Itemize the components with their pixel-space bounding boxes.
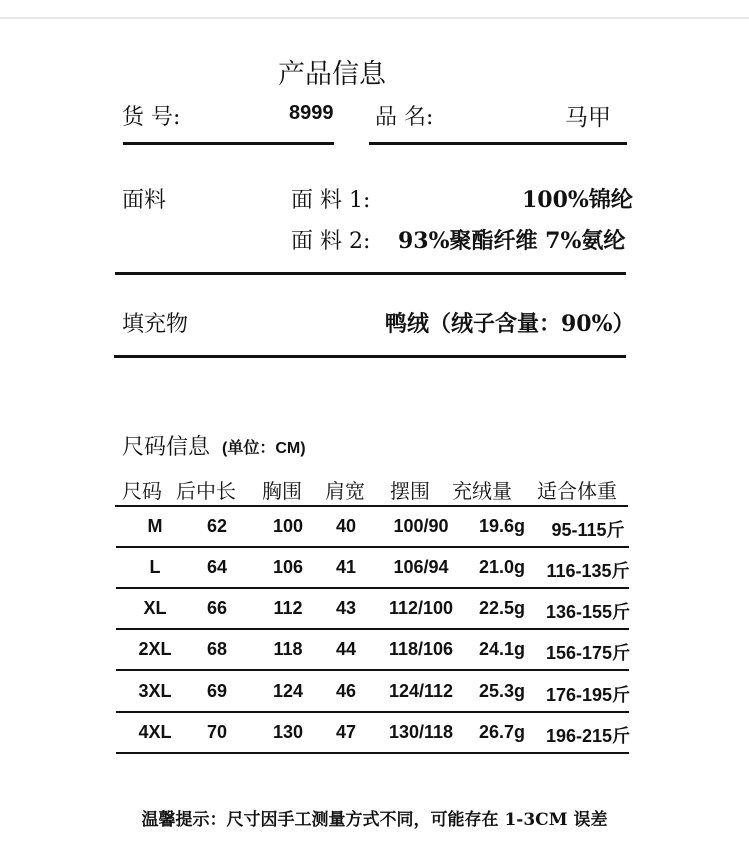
- fabric-1-label: 面 料 1:: [291, 188, 371, 213]
- row-divider: [116, 752, 629, 754]
- cell-chest: 118: [273, 639, 303, 659]
- header-divider: [115, 505, 628, 507]
- cell-shoulder: 44: [335, 639, 357, 659]
- row-divider: [116, 669, 629, 671]
- cell-chest: 130: [272, 722, 304, 742]
- cell-shoulder: 47: [335, 722, 357, 742]
- table-row: [0, 633, 749, 674]
- filling-divider: [114, 355, 626, 358]
- cell-body-weight: 176-195斤: [545, 685, 631, 705]
- cell-size: L: [149, 557, 161, 577]
- cell-back-length: 70: [206, 722, 228, 742]
- row-divider: [116, 546, 629, 548]
- header-back-length: 后中长: [176, 479, 236, 503]
- size-info-title: 尺码信息: [122, 435, 211, 460]
- page-title: 产品信息: [278, 59, 386, 90]
- header-hem: 摆围: [390, 479, 430, 503]
- cell-hem: 106/94: [393, 557, 449, 577]
- cell-fill-weight: 24.1g: [478, 639, 526, 659]
- product-name-underline: [369, 142, 627, 145]
- cell-body-weight: 156-175斤: [545, 643, 631, 663]
- table-row: [0, 675, 749, 716]
- product-name-value: 马甲: [565, 105, 611, 131]
- cell-hem: 130/118: [388, 722, 454, 742]
- cell-shoulder: 43: [335, 598, 357, 618]
- table-row: [0, 716, 749, 757]
- cell-shoulder: 40: [335, 516, 357, 536]
- header-shoulder: 肩宽: [325, 479, 365, 503]
- fabric-2-value: 93%聚酯纤维 7%氨纶: [398, 228, 626, 254]
- cell-back-length: 64: [206, 557, 228, 577]
- cell-size: 2XL: [138, 639, 172, 659]
- cell-shoulder: 46: [335, 681, 357, 701]
- table-row: [0, 551, 749, 592]
- row-divider: [116, 628, 629, 630]
- fabric-divider: [115, 272, 626, 275]
- cell-body-weight: 116-135斤: [546, 561, 630, 581]
- cell-size: 3XL: [138, 681, 172, 701]
- cell-chest: 100: [272, 516, 304, 536]
- measurement-tip: 温馨提示：尺寸因手工测量方式不同，可能存在 1-3CM 误差: [141, 810, 608, 830]
- cell-body-weight: 136-155斤: [545, 602, 631, 622]
- item-no-value: 8999: [289, 102, 334, 124]
- top-border: [0, 17, 749, 19]
- cell-back-length: 62: [206, 516, 228, 536]
- cell-fill-weight: 25.3g: [478, 681, 526, 701]
- cell-body-weight: 196-215斤: [545, 726, 631, 746]
- row-divider: [116, 587, 629, 589]
- cell-size: XL: [143, 598, 167, 618]
- cell-size: M: [147, 516, 163, 536]
- filling-value: 鸭绒（绒子含量：90%）: [385, 311, 635, 337]
- cell-fill-weight: 21.0g: [478, 557, 526, 577]
- product-name-label: 品 名:: [375, 105, 434, 130]
- fabric-1-value: 100%锦纶: [522, 187, 633, 213]
- cell-hem: 124/112: [388, 681, 454, 701]
- header-size: 尺码: [122, 479, 162, 503]
- table-row: [0, 510, 749, 551]
- size-info-unit: (单位：CM): [222, 440, 306, 457]
- fabric-2-label: 面 料 2:: [291, 229, 371, 254]
- cell-chest: 106: [272, 557, 304, 577]
- cell-hem: 112/100: [388, 598, 454, 618]
- cell-size: 4XL: [138, 722, 172, 742]
- cell-back-length: 68: [206, 639, 228, 659]
- row-divider: [116, 711, 629, 713]
- header-chest: 胸围: [262, 479, 302, 503]
- item-no-underline: [123, 142, 334, 145]
- header-body-weight: 适合体重: [537, 479, 617, 503]
- cell-hem: 118/106: [388, 639, 454, 659]
- table-row: [0, 592, 749, 633]
- cell-fill-weight: 26.7g: [478, 722, 526, 742]
- cell-fill-weight: 22.5g: [478, 598, 526, 618]
- cell-back-length: 66: [206, 598, 228, 618]
- cell-body-weight: 95-115斤: [551, 520, 625, 540]
- cell-back-length: 69: [206, 681, 228, 701]
- cell-shoulder: 41: [335, 557, 357, 577]
- filling-label: 填充物: [122, 312, 189, 337]
- fabric-label: 面料: [122, 188, 167, 213]
- cell-fill-weight: 19.6g: [478, 516, 526, 536]
- header-fill-weight: 充绒量: [452, 479, 512, 503]
- cell-chest: 112: [273, 598, 303, 618]
- cell-hem: 100/90: [393, 516, 449, 536]
- cell-chest: 124: [272, 681, 304, 701]
- item-no-label: 货 号:: [122, 105, 181, 130]
